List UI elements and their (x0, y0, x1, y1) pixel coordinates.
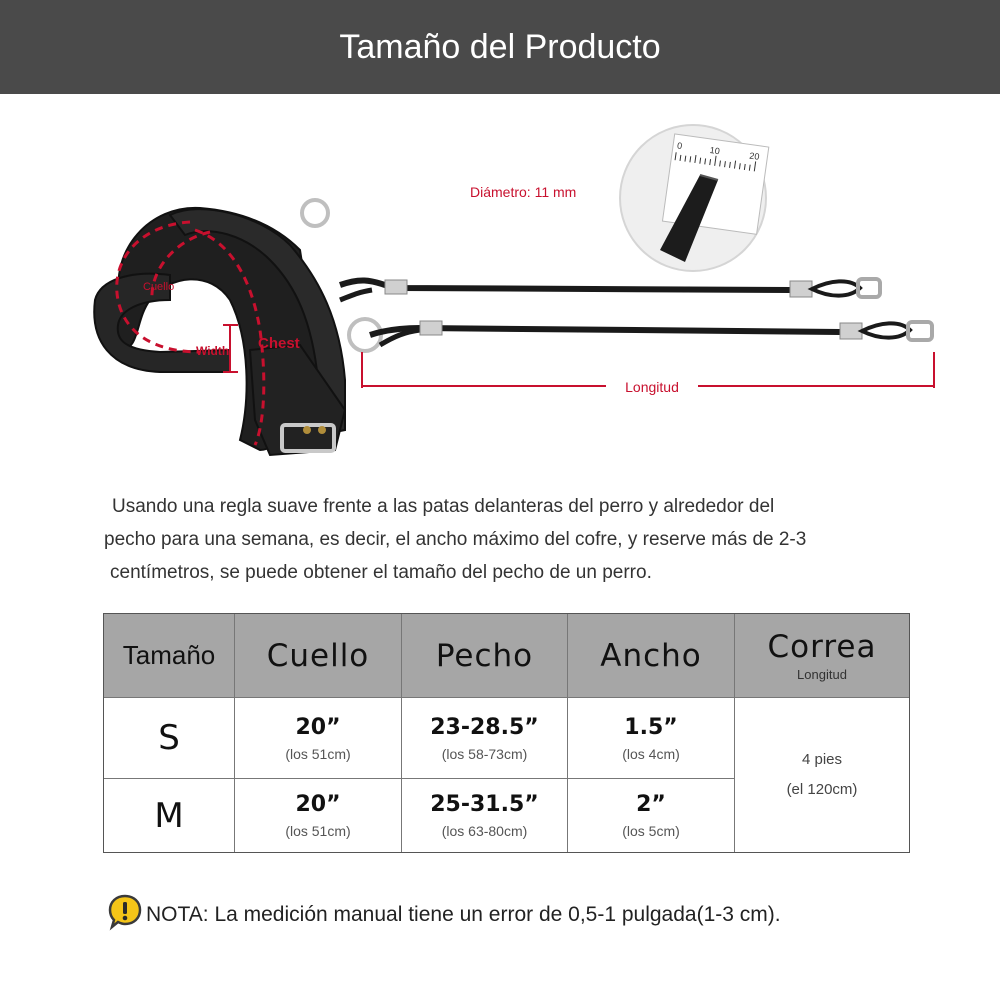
length-label: Longitud (625, 379, 679, 395)
header-strap-label: Correa (767, 629, 877, 665)
leash-straps (340, 279, 932, 345)
header-width (568, 614, 735, 698)
header-chest-label: Pecho (435, 637, 534, 674)
exclamation-icon (106, 893, 144, 931)
header-strap (735, 614, 909, 698)
chest-value: 23-28.5” (430, 714, 539, 740)
row-m-chest (402, 779, 568, 852)
width-value-cm: (los 4cm) (622, 745, 680, 762)
header-strap-sublabel: Longitud (797, 667, 847, 682)
row-m-neck (235, 779, 402, 852)
header-size-label: Tamaño (122, 640, 216, 670)
neck-label: Cuello (143, 281, 175, 293)
header-size (104, 614, 235, 698)
ruler-tick-20: 20 (748, 150, 761, 162)
strap-length-cell (735, 698, 909, 852)
instructions-line-2: pecho para una semana, es decir, el ancho máximo del cofre, y reserve más de 2-3 (104, 529, 807, 550)
row-s-neck (235, 698, 402, 779)
instructions-line-1: Usando una regla suave frente a las patas delanteras del perro y alrededor del (112, 496, 775, 517)
width-value: 1.5” (624, 714, 678, 740)
harness-illustration (0, 94, 1000, 484)
note-text: NOTA: La medición manual tiene un error de 0,5-1 pulgada(1-3 cm). (146, 903, 781, 926)
harness-image (94, 200, 381, 455)
ruler-tick-10: 10 (709, 144, 721, 157)
chest-value: 25-31.5” (430, 792, 539, 817)
chest-value-cm: (los 63-80cm) (441, 823, 528, 839)
row-s-chest (402, 698, 568, 779)
header-neck (235, 614, 402, 698)
width-label: Width (196, 344, 230, 358)
title-banner (0, 0, 1000, 94)
page-title: Tamaño del Producto (339, 28, 661, 66)
width-value: 2” (636, 792, 666, 817)
size-m: M (154, 795, 184, 836)
strap-length-value: 4 pies (801, 751, 843, 768)
neck-value-cm: (los 51cm) (285, 823, 351, 839)
row-m-size (104, 779, 235, 852)
header-width-label: Ancho (600, 637, 702, 674)
size-s: S (158, 718, 180, 758)
header-chest (402, 614, 568, 698)
row-m-width (568, 779, 735, 852)
header-neck-label: Cuello (266, 637, 370, 674)
row-s-width (568, 698, 735, 779)
width-value-cm: (los 5cm) (622, 823, 680, 839)
diameter-zoom-circle (620, 125, 769, 271)
neck-value-cm: (los 51cm) (285, 745, 351, 762)
row-s-size (104, 698, 235, 779)
neck-value: 20” (295, 792, 341, 817)
measurement-note (106, 893, 986, 933)
chest-label: Chest (258, 335, 300, 352)
measuring-instructions (104, 490, 924, 589)
chest-value-cm: (los 58-73cm) (441, 745, 528, 762)
diameter-label: Diámetro: 11 mm (470, 184, 577, 200)
strap-length-value-cm: (el 120cm) (786, 781, 858, 798)
ruler-tick-0: 0 (676, 140, 683, 151)
size-table (103, 613, 910, 853)
neck-value: 20” (295, 714, 341, 740)
instructions-line-3: centímetros, se puede obtener el tamaño del pecho de un perro. (110, 562, 652, 583)
